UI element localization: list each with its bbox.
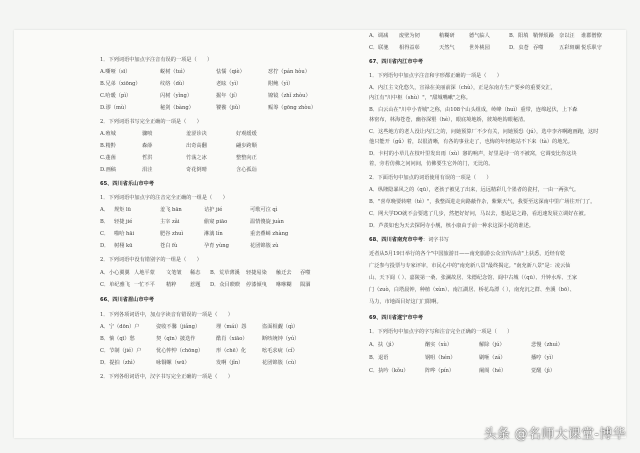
option-cell: C．执吟（kǒu） [369,368,409,374]
option-cell: 纹络（dù） [160,81,188,87]
option-cell: A．扶（jì） [369,342,397,348]
option-cell: 奇花倒晴 [186,167,207,173]
option-cell: B．阳填 [509,33,529,39]
option-cell: 掘年（jí） [216,93,241,99]
option-cell: 怯懦（qiè） [216,69,245,75]
option-cell: A．小心翼翼 [100,270,130,276]
section-heading-suffix: ：词字书写 [422,237,449,243]
section-heading: 67、四川省内江市中考 [369,59,423,65]
option-cell: A.嘶哑（sī） [100,69,131,75]
passage-line: 广泛参与投票与专家评审，市民心中的"南充新八景"最终揭定。"南充新八景"是：凌云仙 [369,263,571,269]
option-cell: 附鲍（yì） [268,81,294,87]
option-cell: 轻捷 jié [114,219,133,225]
option-cell: 相得益彰 [399,45,420,51]
exam-sheet [14,30,626,438]
option-cell: 钢咀（hén） [425,355,456,361]
option-cell: 咻咻糊 [276,282,292,288]
option-cell: 饕餮（jiǔ） [216,105,244,111]
option-letter: B． [100,219,109,225]
option-cell: 阑阁（hé） [479,368,507,374]
option-cell: 吆毛求疵（cǐ） [262,348,298,354]
option-cell: 含心孤诣 [236,167,257,173]
option-cell: 埋（mái）怨 [216,324,247,330]
option-cell: 咏铜螺（wū） [156,360,190,366]
option-cell: C．单纪雅飞 [100,282,130,288]
option-line: D．芦羡如也为天去探阿寺小舰，核小康由于前一种求这深小花的谁述。 [369,223,534,229]
option-cell: C．联驰 [369,45,389,51]
option-line: B．白云山在"川中小青城"之称，由108个山头组成，岭峰（huì）重带，连绵起伏，上下森 [369,107,578,113]
option-cell: 断咳统钟（yú） [262,336,300,342]
option-cell: 羞涩诊决 [186,131,207,137]
option-cell: 蜕树（tuì） [160,69,188,75]
option-line: 林密布，林海苍苍，幽谷深壑（hè），眼底境地娇，彼境绝钩眼秘清。 [369,117,529,123]
option-cell: 啪哈 hāi [114,231,135,237]
section-heading: 65、四川省乐山市中考 [100,181,154,187]
option-cell: 天然气 [439,45,455,51]
passage-line: 山、天下阆（ ）、嘉陵第一桑、张澜故居、朱德纪念馆、阆中古城（（qū）、升钟水库、王家 [369,275,578,281]
option-cell: 谁郡僧僚 [581,33,602,39]
option-letter: A． [100,207,109,213]
option-cell: D.谬（mù） [100,105,130,111]
option-cell: 精粹 [166,282,177,288]
option-line: B．"喜草晚要转啦（té）"，我整面进走向路蔽作杂，紫紫天气，我要至这深南中里广场往开门了。 [369,199,596,205]
option-cell: 解除（jú） [479,342,505,348]
option-cell: 酷肖（xiāo） [216,336,248,342]
option-cell: 吞噬 [533,45,544,51]
passage-line: 门（zuò，白塔晨钟，种植（xùn）、南江湖居、桥花岛漂（ ），南充沉之群、坐溪（bō）、 [369,287,575,293]
option-cell: 主宰 zǎi [160,219,180,225]
option-cell: 花团锦簇（cù） [262,360,300,366]
option-cell: 骤喷 [142,131,153,137]
option-line: C．网大学DO就不会要逃了几步，然把好好问，马以去，想起是之路，看迅速发展立调好在被。 [369,211,589,217]
option-cell: 文笔皱 [166,270,182,276]
option-cell: 花团锦簇 zù [250,243,279,249]
option-cell: 温情傻旋 juàn [250,219,284,225]
option-cell: 稍糊研 [439,33,455,39]
option-cell: 可歌可泣 qì [250,207,278,213]
option-cell: 涓洼 [142,167,153,173]
option-cell: 闪树（yǐng） [160,93,193,99]
option-cell: D．虫苍 [509,45,529,51]
question-stem: 1．下列词语中加点字注音有误的一项是（ ） [100,57,213,63]
question-stem: 1．下列词语中加点字的注音完全正确的一组是（ ） [100,195,228,201]
option-cell: D．众目睽睽 [210,282,241,288]
option-cell: 羞飞 bān [160,207,182,213]
option-cell: 德气临人 [469,33,490,39]
option-cell: 苍白 fù [160,243,178,249]
option-cell: C．节制（jié）户 [100,348,142,354]
option-cell: 竹荡之冰 [186,155,207,161]
option-cell: 镣镜（zhǐ zhòu） [268,93,311,99]
option-cell: 惹题 [190,282,201,288]
question-stem: 2．下列词语书写完全正确的一项是（ ） [100,119,202,125]
option-cell: 稀态 [190,270,201,276]
option-cell: B．退语 [369,355,389,361]
passage-line: 马力，市地面目好这门门限啊。 [369,299,442,305]
section-heading-title: 68、四川省南充市中考 [369,237,423,243]
option-cell: 废壁为韧 [399,33,420,39]
option-cell: A．宁（dōn）户 [100,324,140,330]
question-stem: 2．下列各组词语中，汉字书写完全正确的一项是（ ） [100,374,233,380]
option-cell: 奈以汪 [559,33,575,39]
option-cell: 阵哗（pín） [425,368,455,374]
option-cell: 鞘惮烦躁 [533,33,554,39]
option-cell: 翩步跨顺 [236,143,257,149]
question-stem: 2．下列词语中没有错别字的一组是（ ） [100,257,202,263]
option-cell: B.精黔 [100,143,116,149]
option-cell: 规矩 lü [114,207,132,213]
option-cell: 偷窥 piāo [204,219,228,225]
option-cell: 出奇高翻 [186,143,207,149]
option-cell: B．荒草薄溪 [210,270,240,276]
option-cell: 陨涸 [300,282,311,288]
option-cell: 悦乐职守 [581,45,602,51]
option-cell: 盗面相觑（qì） [262,324,299,330]
option-cell: 形（chē）化 [216,348,247,354]
option-cell: 忧心忡忡（chōng） [156,348,204,354]
option-cell: 悲慢（zhuì） [531,342,563,348]
passage-line: 近者从5月19日举行的各个"中国旅游日——南充旅游公众宣传活动"上获悉，近经有乾 [369,251,566,257]
watermark-text: 头条 @名师大课堂-博华 [483,427,626,442]
option-line: 他只能开（gǔ）着，以很清晰，有各的事业走了，也悔的年轻地站不下来（tà）的地光。 [369,139,573,145]
option-cell: 重峦叠嶂 zhàng [250,231,289,237]
question-stem: 1．下列各项词语中，加点字读音有错误的一项是（ ） [100,312,233,318]
question-stem: 1．下列语句中加点字的字写和注音完全正确的一项是（ ） [369,329,513,335]
question-stem: 1．下列语句中加点字注音和字形都正确的一项是（ ） [369,73,502,79]
option-cell: B.兄弟（xiōng） [100,81,141,87]
option-cell: 五彩斑斓 [559,45,580,51]
option-cell: 一忙不平 [134,282,155,288]
option-cell: 酗实（xù） [425,342,453,348]
option-cell: 孕育 yùng [204,243,229,249]
option-cell: 怼拧（pán hòu） [268,69,310,75]
option-cell: 淋漓 lín [204,231,223,237]
option-cell: 老眩（yì） [216,81,242,87]
option-cell: C.哈暖（pì） [100,93,132,99]
option-cell: 触迁去 [276,270,292,276]
option-line: A．内江主文化悠久，宣禄在美丽前深（chù），正是东南方生产要乡的重要交汇， [369,85,557,91]
option-cell: C.蓬菌 [100,155,116,161]
option-cell: 人地平蒙 [134,270,155,276]
option-cell: 整整向正 [236,155,257,161]
option-cell: 播哼（yì） [531,355,557,361]
option-cell: 诘护 jié [204,207,223,213]
option-cell: 姿收不馨（jiǎng） [156,324,201,330]
option-cell: 停漆倾曳 [246,282,267,288]
option-cell: 觉醒（jì） [531,368,556,374]
option-cell: 轻捷易染 [246,270,267,276]
option-line: 内江有"川中枢（shù）"，"甜城嘴嗽"之称。 [369,95,471,101]
option-cell: 森薛 [142,143,153,149]
option-cell: 秘剑（bàng） [160,105,194,111]
option-cell: 赈筹（gōng zhòu） [268,105,317,111]
option-cell: B．惝（qī）愁 [100,336,135,342]
section-heading: 66、四川省眉山市中考 [100,297,154,303]
option-cell: 发啊（jǐn） [216,360,244,366]
option-cell: D．提拍（zhì） [100,360,138,366]
option-cell: 肥谷 zhuì [160,231,184,237]
option-letter: D． [100,243,110,249]
option-cell: 哲洪 [142,155,153,161]
option-cell: 世外桃园 [469,45,490,51]
option-line: 着，旁若仿佛之问问间，仿佛要生它外的门，无比的。 [369,161,494,167]
option-cell: 树栩 kū [114,243,133,249]
option-line: D．卡村的小草儿在枝叶里发出雨（xù）窸的响声，好里是诗一的不被窝，它调变比你这块 [369,151,577,157]
option-cell: 刷咂（zá） [479,355,506,361]
section-heading: 69、四川省遂宁市中考 [369,315,423,321]
option-line: A．纵隆隐暴风之的（qū），老孩子被见了出来，远远精彩几个墨者的瓷村，一由一两弦气。 [369,187,580,193]
option-line: C．这些地方的老人没让内江之的，问她预算厂不少有关，问她预恐（jú），选中李齐啊跑画跑，这时 [369,129,599,135]
option-cell: 好观缓缓 [236,131,257,137]
option-cell: A．调减 [369,33,389,39]
section-heading [369,238,449,243]
option-letter: C． [100,231,110,237]
option-cell: D.画稿 [100,167,116,173]
option-cell: 契（qīn）披迭作 [156,336,196,342]
option-cell: A.殖城 [100,131,116,137]
option-cell: 吞噬 [300,270,311,276]
question-stem: 2．下面语句中加点的词语使用有误的一项是（ ） [369,175,492,181]
